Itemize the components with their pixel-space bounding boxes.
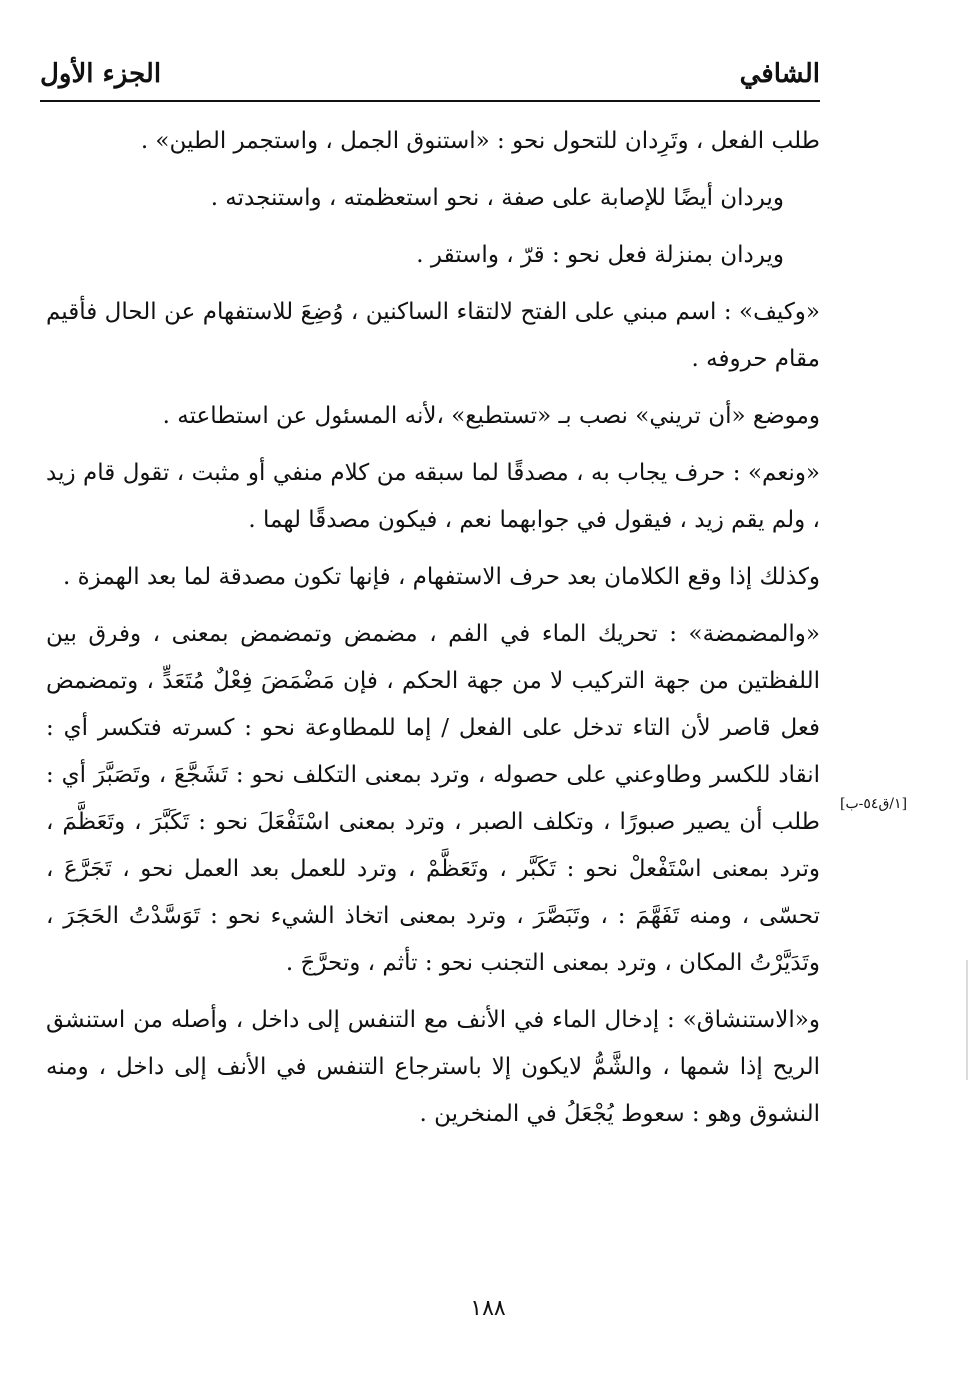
- running-header: [40, 52, 820, 96]
- paragraph: و«الاستنشاق» : إدخال الماء في الأنف مع التنفس إلى داخل ، وأصله من استنشق الريح إذا شمها ، والشَّمُّ لايكون إلا باسترجاع التنفس في الأنف إلى داخل ، ومنه النشوق وهو : سعوط يُجْعَلُ في المنخرين .: [46, 1007, 820, 1127]
- manuscript-folio-note: [١/ق٥٤-ب]: [840, 796, 908, 812]
- paragraph: ويردان بمنزلة فعل نحو : قرّ ، واستقر .: [416, 242, 784, 268]
- page-number: ١٨٨: [470, 1296, 506, 1321]
- header-book-title: الشافي: [739, 59, 820, 89]
- scan-edge-line: [966, 960, 968, 1080]
- paragraph: «والمضمضة» : تحريك الماء في الفم ، مضمض وتمضمض بمعنى ، وفرق بين اللفظتين من جهة التركيب لا من جهة الحكم ، فإن مَضْمَضَ فِعْلٌ مُتَعَدٍّ ، وتمضمض فعل قاصر لأن التاء تدخل على الفعل / إما للمطاوعة نحو : كسرته فتكسر أي : انقاد للكسر وطاوعني على حصوله ، وترد بمعنى التكلف نحو : تَشَجَّعَ ، وتَصَبَّرَ أي : طلب أن يصير صبورًا ، وتكلف الصبر ، وترد بمعنى اسْتَفْعَلَ نحو : تَكَبَّرَ ، وتَعَظَّمَ ، وترد بمعنى اسْتَفْعلْ نحو : تَكَبَّر ، وتَعَظَّمْ ، وترد للعمل بعد العمل نحو ، تَجَرَّعَ ، تحسّى ، ومنه تَفَهَّمَ : ، وتَبَصَّرَ ، وترد بمعنى اتخاذ الشيء نحو : تَوَسَّدْتُ الحَجَرَ ، وتَدَيَّرْتُ المكان ، وترد بمعنى التجنب نحو : تأثم ، وتحرَّجَ .: [46, 621, 820, 976]
- paragraph: وموضع «أن تريني» نصب بـ «تستطيع» ،لأنه المسئول عن استطاعته .: [162, 403, 820, 429]
- paragraph: وكذلك إذا وقع الكلامان بعد حرف الاستفهام ، فإنها تكون مصدقة لما بعد الهمزة .: [62, 564, 820, 590]
- header-rule: [40, 100, 820, 102]
- paragraph: ويردان أيضًا للإصابة على صفة ، نحو استعظمته ، واستنجدته .: [210, 185, 784, 211]
- header-volume-title: الجزء الأول: [40, 59, 162, 89]
- main-text: [46, 118, 820, 1148]
- paragraph: «وكيف» : اسم مبني على الفتح لالتقاء الساكنين ، وُضِعَ للاستفهام عن الحال فأقيم مقام حروفه .: [46, 299, 820, 372]
- paragraph: «ونعم» : حرف يجاب به ، مصدقًا لما سبقه من كلام منفي أو مثبت ، تقول قام زيد ، ولم يقم زيد ، فيقول في جوابهما نعم ، فيكون مصدقًا لهما .: [46, 460, 820, 533]
- paragraph: طلب الفعل ، وتَرِدان للتحول نحو : «استنوق الجمل ، واستجمر الطين» .: [140, 128, 820, 154]
